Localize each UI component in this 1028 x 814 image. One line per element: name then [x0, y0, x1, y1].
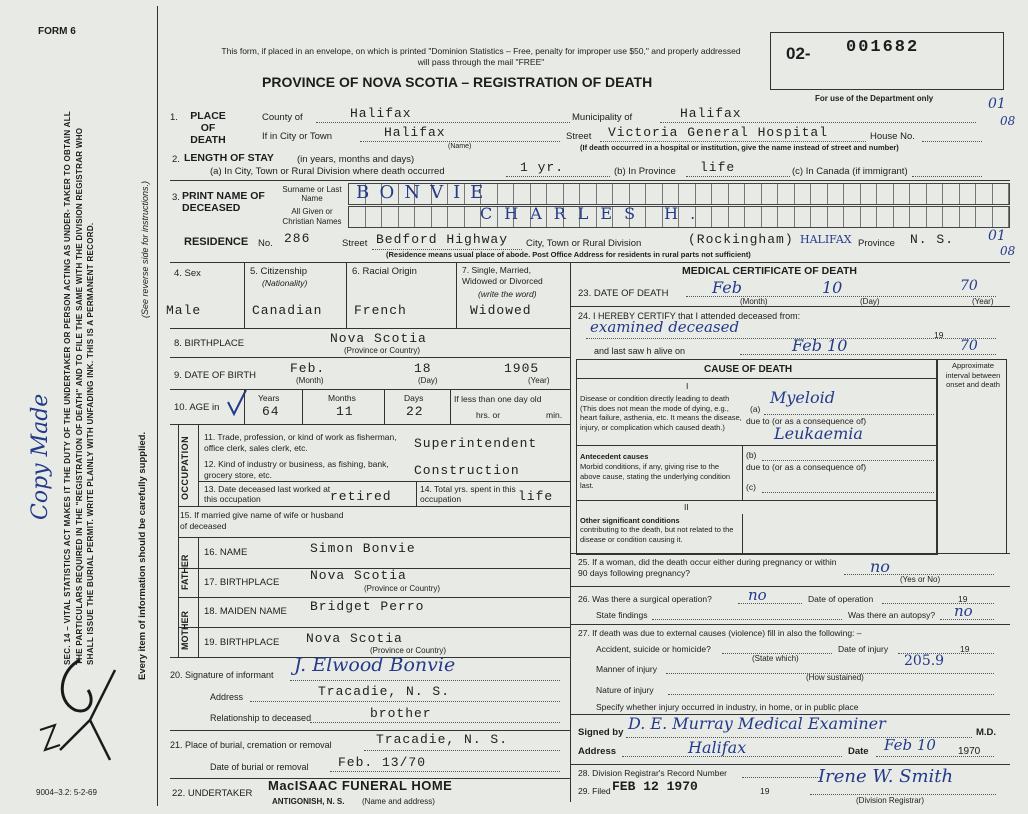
relationship-value: brother [370, 706, 432, 721]
dd-day-sub: (Day) [860, 297, 880, 306]
marital-value: Widowed [470, 303, 532, 318]
cause-a-label: (a) [750, 404, 761, 414]
stay-b-value: life [700, 160, 736, 175]
cause-a-value: Myeloid [770, 388, 835, 407]
given-label: All Given or Christian Names [282, 207, 342, 226]
med-date-year: 1970 [958, 746, 981, 757]
duty-instructions: SEC. 14 – VITAL STATISTICS ACT MAKES IT THE DUTY OF THE UNDERTAKER OR PERSON ACTING AS UNDER- TAKER TO OBTAIN ALL THE PARTICULARS REQUIRED IN THE "REGISTRATION OF DEATH" AND TO FILE THE SAME WITH THE DIVISION REGISTRAR WHO SHALL ISSUE THE BURIAL PERMIT. WRITE PLAINLY WITH UNFADING INK. THIS IS A PERMANENT RECORD. [63, 111, 95, 665]
roman-i: I [686, 381, 689, 391]
dob-day-sub: (Day) [418, 376, 438, 385]
sex-value: Male [166, 303, 202, 318]
citizenship-value: Canadian [252, 303, 323, 318]
informant-address-value: Tracadie, N. S. [318, 684, 451, 699]
q25-label: 25. If a woman, did the death occur either during pregnancy or within 90 days following pregnancy? [578, 557, 837, 578]
mother-maiden-value: Bridget Perro [310, 599, 425, 614]
signed-by-value: D. E. Murray Medical Examiner [628, 714, 886, 733]
manner-label: Manner of injury [596, 664, 657, 674]
last-saw-value: Feb 10 [792, 336, 848, 355]
burial-place-value: Tracadie, N. S. [376, 732, 509, 747]
dob-day: 18 [414, 361, 432, 376]
given-value: CHARLES H. [480, 204, 708, 223]
certify-19: 19 [934, 330, 944, 340]
o11-label: 11. Trade, profession, or kind of work as fisherman, office clerk, sales clerk, etc. [204, 432, 397, 453]
medical-title: MEDICAL CERTIFICATE OF DEATH [682, 265, 857, 277]
dob-year-sub: (Year) [528, 376, 550, 385]
hospital-note: (If death occurred in a hospital or institution, give the name instead of street and number) [580, 143, 899, 152]
cause-c-label: (c) [746, 482, 756, 492]
o12-value: Construction [414, 463, 520, 478]
dob-month-sub: (Month) [296, 376, 324, 385]
city-label: If in City or Town [262, 131, 333, 142]
dob-year: 1905 [504, 361, 540, 376]
cause-title: CAUSE OF DEATH [704, 364, 793, 375]
o15-label: 15. If married give name of wife or husband of deceased [180, 510, 344, 531]
mother-side: MOTHER [180, 611, 190, 650]
house-label: House No. [870, 131, 915, 142]
accident-label: Accident, suicide or homicide? [596, 644, 711, 654]
stay-label: LENGTH OF STAY [184, 152, 274, 164]
margin-scribble-icon [20, 640, 140, 780]
relationship-label: Relationship to deceased [210, 713, 312, 723]
name-sub: (Name) [448, 143, 472, 150]
father-bp-value: Nova Scotia [310, 568, 407, 583]
years-value: 64 [262, 404, 280, 419]
o14-label: 14. Total yrs. spent in this occupation [420, 484, 516, 504]
margin-code-3: 01 [988, 228, 1006, 244]
o13-label: 13. Date deceased last worked at this occupation [204, 484, 331, 504]
med-date-value: Feb 10 [884, 736, 936, 754]
race-value: French [354, 303, 407, 318]
municipality-label: Municipality of [572, 112, 633, 123]
nature-label: Nature of injury [596, 685, 654, 695]
res-street-value: Bedford Highway [376, 232, 509, 247]
father-name-value: Simon Bonvie [310, 541, 416, 556]
due-to-label: due to (or as a consequence of) [746, 416, 867, 426]
dob-label: 9. DATE OF BIRTH [174, 370, 256, 381]
father-side: FATHER [180, 554, 190, 590]
med-date-label: Date [848, 746, 869, 757]
filed-19: 19 [760, 786, 770, 796]
father-name-label: 16. NAME [204, 547, 248, 558]
place-num: 1. [170, 112, 178, 123]
res-no-value: 286 [284, 231, 311, 246]
street-value: Victoria General Hospital [608, 125, 829, 140]
municipality-value: Halifax [680, 106, 742, 121]
cause-b-label: (b) [746, 450, 757, 460]
res-div-label: City, Town or Rural Division [526, 238, 642, 249]
reverse-note: (See reverse side for instructions.) [140, 180, 150, 318]
filed-stamp: FEB 12 1970 [612, 779, 698, 794]
city-value: Halifax [384, 125, 446, 140]
form-number: FORM 6 [38, 26, 76, 37]
informant-address-label: Address [210, 692, 244, 702]
name-num: 3. [172, 192, 180, 203]
due-to-2-label: due to (or as a consequence of) [746, 462, 867, 472]
dob-month: Feb. [290, 361, 326, 376]
informant-sig-label: 20. Signature of informant [170, 670, 274, 680]
days-label: Days [404, 393, 424, 403]
injury-date-label: Date of injury [838, 644, 889, 654]
form-title: PROVINCE OF NOVA SCOTIA – REGISTRATION OF DEATH [262, 74, 653, 90]
marital-label: 7. Single, Married, Widowed or Divorced [462, 265, 543, 286]
mother-maiden-label: 18. MAIDEN NAME [204, 606, 287, 617]
q26-value: no [748, 586, 767, 604]
days-value: 22 [406, 404, 424, 419]
age-label: 10. AGE in [174, 402, 220, 413]
burial-date-label: Date of burial or removal [210, 762, 309, 772]
o12-label: 12. Kind of industry or business, as fishing, bank, grocery store, etc. [204, 459, 389, 480]
q27-label: 27. If death was due to external causes (violence) fill in also the following: – [578, 628, 862, 638]
sex-label: 4. Sex [174, 268, 201, 279]
undertaker-address: ANTIGONISH, N. S. [272, 797, 345, 806]
res-div-handwritten: HALIFAX [800, 233, 852, 246]
copy-made-handwritten: Copy Made [28, 393, 53, 520]
death-date-month: Feb [712, 278, 742, 297]
father-bp-label: 17. BIRTHPLACE [204, 577, 280, 588]
med-address-label: Address [578, 746, 617, 757]
months-value: 11 [336, 404, 354, 419]
surname-label: Surname or Last Name [282, 185, 342, 203]
disease-label: Disease or condition directly leading to death (This does not mean the mode of dying, e.g., heart failure, asthenia, etc. It means the disease, injury, or complication which caused death.) [580, 394, 742, 432]
reg-prefix: 02- [786, 44, 811, 63]
o13-value: retired [330, 489, 392, 504]
marital-sub: (write the word) [478, 289, 537, 299]
autopsy-label: Was there an autopsy? [848, 610, 936, 620]
death-date-label: 23. DATE OF DEATH [578, 288, 669, 299]
birthplace-label: 8. BIRTHPLACE [174, 338, 245, 349]
res-no-label: No. [258, 238, 273, 249]
dd-year-sub: (Year) [972, 297, 994, 306]
res-prov-value: N. S. [910, 232, 955, 247]
med-address-value: Halifax [688, 738, 747, 757]
stay-a-label: (a) In City, Town or Rural Division where death occurred [210, 166, 445, 177]
yes-no-sub: (Yes or No) [900, 575, 941, 584]
certify-from-value: examined deceased [590, 318, 740, 336]
occupation-side: OCCUPATION [180, 435, 190, 500]
antecedent-label: Antecedent causes [580, 452, 649, 461]
signed-by-label: Signed by [578, 727, 624, 738]
res-prov-label: Province [858, 238, 895, 249]
mother-bp-value: Nova Scotia [306, 631, 403, 646]
stay-sub: (in years, months and days) [297, 154, 415, 165]
hrs-label: hrs. or [476, 410, 501, 420]
stamp-number: 205.9 [904, 653, 945, 669]
state-findings-label: State findings [596, 610, 648, 620]
last-saw-year: 70 [960, 338, 978, 354]
undertaker-sub-label: (Name and address) [362, 797, 435, 806]
roman-ii: II [684, 502, 689, 512]
min-label: min. [546, 410, 563, 420]
surname-value: BONVIE [356, 182, 494, 203]
o14-value: life [518, 489, 554, 504]
reg-number: 001682 [846, 38, 920, 57]
registrar-sub: (Division Registrar) [856, 796, 925, 805]
mother-bp-label: 19. BIRTHPLACE [204, 637, 280, 648]
op-19: 19 [958, 594, 968, 604]
how-sub: (How sustained) [806, 673, 864, 682]
name-label: PRINT NAME OF DECEASED [182, 190, 265, 214]
burial-date-value: Feb. 13/70 [338, 755, 427, 770]
father-bp-sub: (Province or Country) [364, 584, 441, 593]
race-label: 6. Racial Origin [352, 266, 417, 277]
antecedent-sub: Morbid conditions, if any, giving rise to the above cause, stating the underlying condition last. [580, 462, 731, 490]
mother-bp-sub: (Province or Country) [370, 646, 447, 655]
burial-place-label: 21. Place of burial, cremation or removal [170, 740, 332, 750]
county-label: County of [262, 112, 303, 123]
cause-due-value: Leukaemia [774, 424, 863, 443]
informant-signature: J. Elwood Bonvie [294, 654, 456, 676]
registrar-signature: Irene W. Smith [818, 766, 954, 787]
record-number-label: 28. Division Registrar's Record Number [578, 768, 728, 778]
supply-note: Every item of information should be carefully supplied. [137, 431, 148, 680]
md-label: M.D. [976, 727, 997, 738]
county-value: Halifax [350, 106, 412, 121]
undertaker-name: MacISAAC FUNERAL HOME [268, 778, 453, 793]
other-sub: contributing to the death, but not related to the disease or condition causing it. [580, 525, 734, 544]
last-saw-label: and last saw h alive on [594, 346, 686, 356]
street-label: Street [566, 131, 592, 142]
autopsy-value: no [954, 602, 973, 620]
place-label: PLACE OF DEATH [190, 110, 226, 146]
birthplace-sub: (Province or Country) [344, 346, 421, 355]
certify-label: 24. I HEREBY CERTIFY that I attended deceased from: [578, 311, 801, 321]
q26-label: 26. Was there a surgical operation? [578, 594, 712, 604]
injury-19: 19 [960, 644, 970, 654]
death-date-day: 10 [822, 278, 843, 297]
res-street-label: Street [342, 238, 368, 249]
where-label: Specify whether injury occurred in industry, in home, or in public place [596, 702, 859, 712]
dept-use-label: For use of the Department only [815, 94, 934, 103]
death-date-year: 70 [960, 278, 978, 294]
margin-code-2: 08 [1000, 114, 1016, 128]
other-label: Other significant conditions [580, 516, 680, 525]
op-date-label: Date of operation [808, 594, 874, 604]
citizenship-sub: (Nationality) [262, 278, 308, 288]
years-label: Years [258, 393, 280, 403]
stay-c-label: (c) In Canada (if immigrant) [792, 166, 908, 177]
q25-value: no [870, 557, 890, 576]
margin-code-1: 01 [988, 96, 1006, 112]
which-sub: (State which) [752, 654, 799, 663]
undertaker-label: 22. UNDERTAKER [172, 788, 253, 799]
filed-label: 29. Filed [578, 786, 611, 796]
stay-b-label: (b) In Province [614, 166, 676, 177]
interval-label: Approximate interval between onset and death [945, 361, 1001, 389]
residence-label: RESIDENCE [184, 236, 249, 248]
dd-month-sub: (Month) [740, 297, 768, 306]
months-label: Months [328, 393, 356, 403]
birthplace-value: Nova Scotia [330, 331, 427, 346]
citizenship-label: 5. Citizenship [250, 266, 308, 277]
res-div-value: (Rockingham) [688, 232, 794, 247]
less-than-label: If less than one day old [454, 394, 542, 404]
footer-code: 9004–3.2: 5-2-69 [36, 788, 97, 797]
residence-note: (Residence means usual place of abode. Post Office Address for residents in rural parts not sufficient) [386, 250, 751, 259]
mail-notice: This form, if placed in an envelope, on which is printed "Dominion Statistics – Free, penalty for improper use $50," and properly addressed will pass through the mail "FREE" [221, 46, 741, 67]
stay-a-value: 1 yr. [520, 160, 565, 175]
margin-code-4: 08 [1000, 244, 1016, 258]
o11-value: Superintendent [414, 436, 538, 451]
stay-num: 2. [172, 154, 180, 165]
